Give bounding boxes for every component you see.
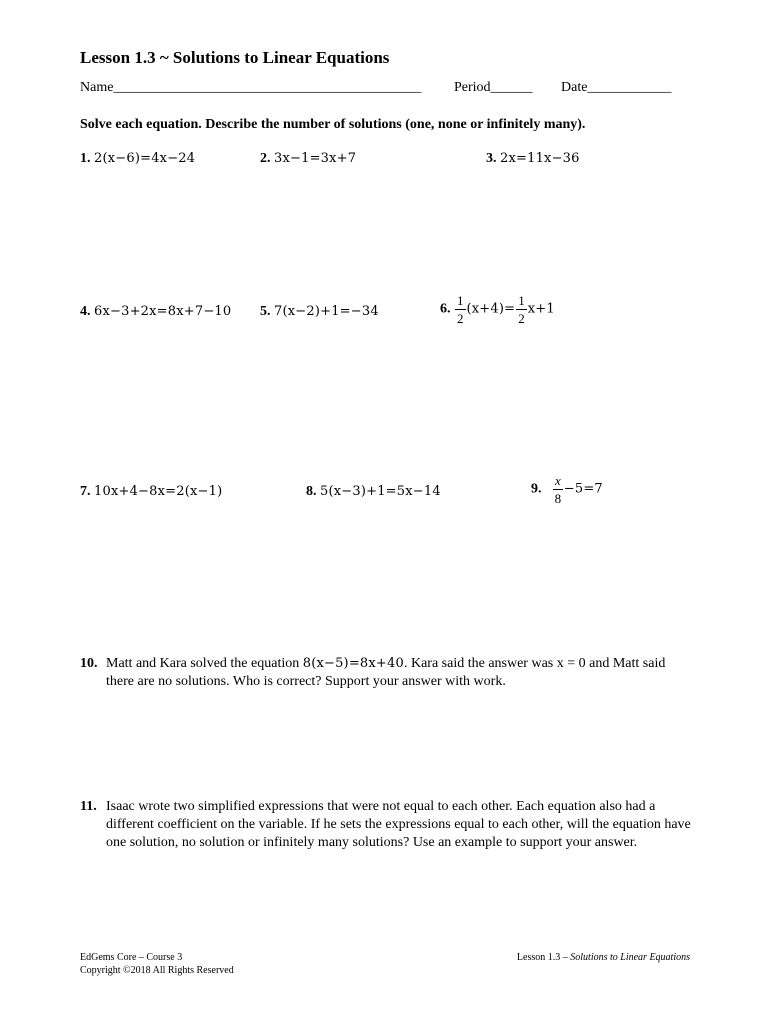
problem-number: 8. bbox=[306, 484, 317, 499]
equation: (x+4)= bbox=[466, 301, 516, 317]
problem-number: 4. bbox=[80, 304, 91, 319]
problem-number: 6. bbox=[440, 301, 451, 317]
problem-10 bbox=[80, 655, 700, 695]
problem-number: 5. bbox=[260, 304, 271, 319]
problem-number: 3. bbox=[486, 151, 497, 166]
problem-text: Isaac wrote two simplified expressions that were not equal to each other. Each equation also had a different coefficient on the variable. If he sets the expressions equal to each other, will the equation have one solution, no solution or infinitely many solutions? Use an example to support your answer. bbox=[106, 799, 691, 850]
name-field-label: Name____________________________________________ bbox=[80, 80, 422, 95]
equation: −5=7 bbox=[563, 481, 603, 497]
problem-9 bbox=[531, 474, 603, 505]
problem-5 bbox=[260, 304, 379, 320]
problem-number: 11. bbox=[80, 799, 97, 814]
problem-7 bbox=[80, 484, 222, 500]
equation: 2x=11x−36 bbox=[500, 151, 580, 166]
problem-number: 1. bbox=[80, 151, 91, 166]
footer-lesson-title: Solutions to Linear Equations bbox=[570, 952, 690, 963]
equation: x+1 bbox=[527, 301, 555, 317]
fraction: $\frac{x}{8}$ bbox=[554, 473, 562, 506]
fraction: $\frac{1}{2}$ bbox=[518, 293, 525, 326]
problem-1 bbox=[80, 151, 195, 167]
problem-2 bbox=[260, 151, 356, 167]
problem-number: 10. bbox=[80, 656, 98, 671]
page-title: Lesson 1.3 ~ Solutions to Linear Equations bbox=[80, 48, 390, 67]
problem-6 bbox=[440, 294, 555, 325]
equation: 7(x−2)+1=−34 bbox=[274, 304, 379, 319]
period-field-label: Period______ bbox=[454, 80, 533, 95]
problem-number: 9. bbox=[531, 481, 542, 497]
equation: 2(x−6)=4x−24 bbox=[94, 151, 196, 166]
problem-3 bbox=[486, 151, 580, 167]
problem-text: Matt and Kara solved the equation 8(x−5)=8x+40. Kara said the answer was x = 0 and Matt said there are no solutions. Who is correct? Support your answer with work. bbox=[106, 656, 666, 689]
footer-right bbox=[517, 951, 690, 964]
problem-number: 2. bbox=[260, 151, 271, 166]
equation: 6x−3+2x=8x+7−10 bbox=[94, 304, 232, 319]
footer-course: EdGems Core – Course 3 bbox=[80, 952, 183, 963]
problem-4 bbox=[80, 304, 231, 320]
footer-left bbox=[80, 951, 234, 977]
problem-number: 7. bbox=[80, 484, 91, 499]
equation: 5(x−3)+1=5x−14 bbox=[320, 484, 441, 499]
footer-copyright: Copyright ©2018 All Rights Reserved bbox=[80, 965, 234, 976]
equation: 10x+4−8x=2(x−1) bbox=[94, 484, 223, 499]
problem-11 bbox=[80, 798, 700, 878]
footer-lesson: Lesson 1.3 – bbox=[516, 952, 571, 963]
problem-8 bbox=[306, 484, 441, 500]
equation: 8(x−5)=8x+40 bbox=[302, 656, 404, 671]
instructions: Solve each equation. Describe the number of solutions (one, none or infinitely many). bbox=[80, 117, 586, 132]
fraction: $\frac{1}{2}$ bbox=[457, 293, 464, 326]
equation: 3x−1=3x+7 bbox=[274, 151, 357, 166]
date-field-label: Date____________ bbox=[561, 80, 672, 95]
